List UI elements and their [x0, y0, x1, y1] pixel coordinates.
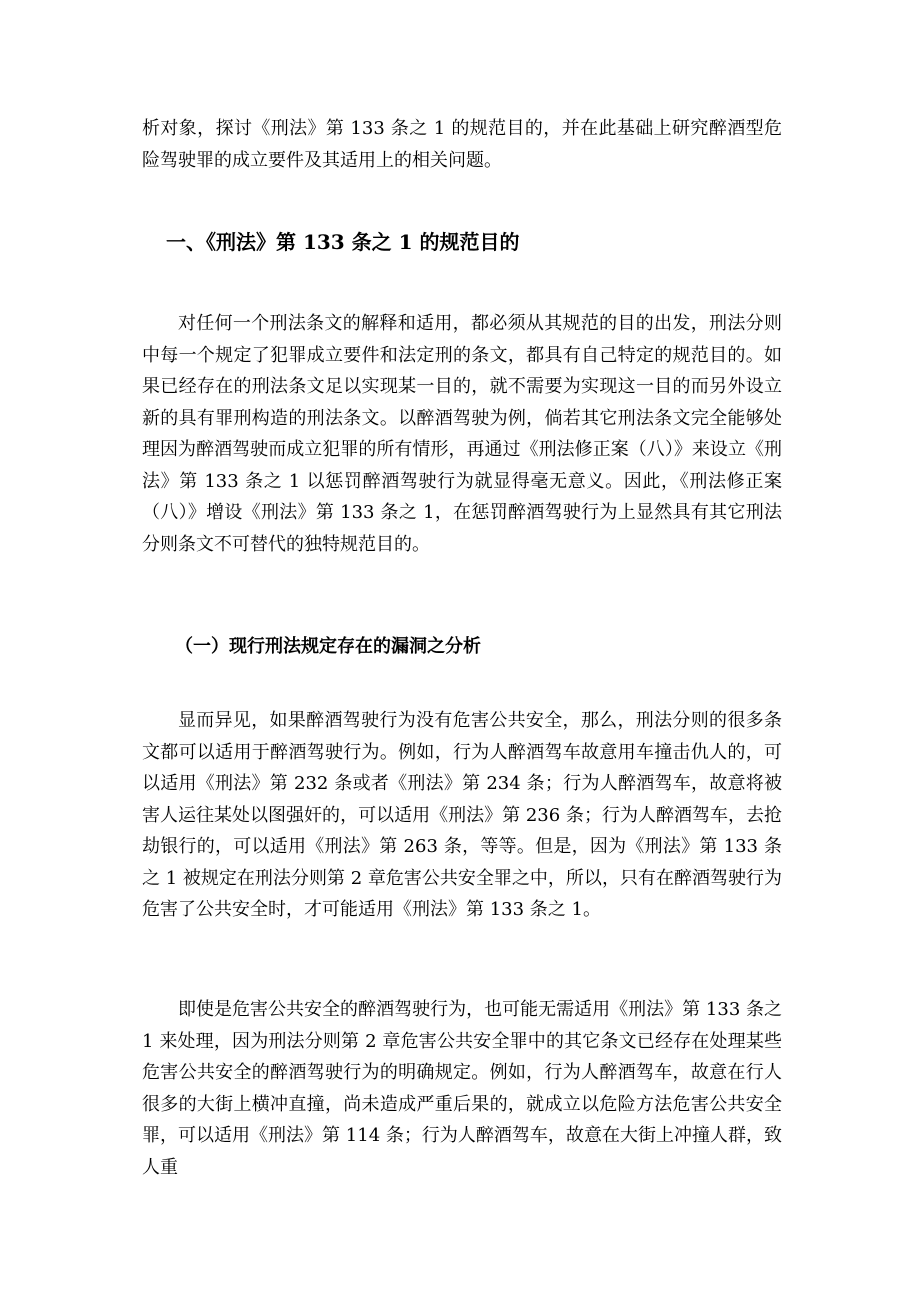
- intro-paragraph: 析对象，探讨《刑法》第 133 条之 1 的规范目的，并在此基础上研究醉酒型危险驾驶罪的成立要件及其适用上的相关问题。: [142, 118, 782, 171]
- section-heading: 一、《刑法》第 133 条之 1 的规范目的: [166, 230, 520, 254]
- subsection-paragraph-1: 显而异见，如果醉酒驾驶行为没有危害公共安全，那么，刑法分则的很多条文都可以适用于醉酒驾驶行为。例如，行为人醉酒驾车故意用车撞击仇人的，可以适用《刑法》第 232 条或者《刑法》第 234 条；行为人醉酒驾车，故意将被害人运往某处以图强奸的，可以适用《刑法》第 236 条；行为人醉酒驾车，去抢劫银行的，可以适用《刑法》第 263 条，等等。但是，因为《刑法》第 133 条之 1 被规定在刑法分则第 2 章危害公共安全罪之中，所以，只有在醉酒驾驶行为危害了公共安全时，才可能适用《刑法》第 133 条之 1。: [142, 710, 782, 920]
- section-paragraph: 对任何一个刑法条文的解释和适用，都必须从其规范的目的出发，刑法分则中每一个规定了犯罪成立要件和法定刑的条文，都具有自己特定的规范目的。如果已经存在的刑法条文足以实现某一目的，就不需要为实现这一目的而另外设立新的具有罪刑构造的刑法条文。以醉酒驾驶为例，倘若其它刑法条文完全能够处理因为醉酒驾驶而成立犯罪的所有情形，再通过《刑法修正案（八）》来设立《刑法》第 133 条之 1 以惩罚醉酒驾驶行为就显得毫无意义。因此，《刑法修正案（八）》增设《刑法》第 133 条之 1，在惩罚醉酒驾驶行为上显然具有其它刑法分则条文不可替代的独特规范目的。: [142, 313, 782, 555]
- subsection-paragraph-2: 即使是危害公共安全的醉酒驾驶行为，也可能无需适用《刑法》第 133 条之 1 来处理，因为刑法分则第 2 章危害公共安全罪中的其它条文已经存在处理某些危害公共安全的醉酒驾驶行为的明确规定。例如，行为人醉酒驾车，故意在行人很多的大街上横冲直撞，尚未造成严重后果的，就成立以危险方法危害公共安全罪，可以适用《刑法》第 114 条；行为人醉酒驾车，故意在大街上冲撞人群，致人重: [142, 999, 782, 1178]
- subsection-heading: （一）现行刑法规定存在的漏洞之分析: [175, 636, 481, 657]
